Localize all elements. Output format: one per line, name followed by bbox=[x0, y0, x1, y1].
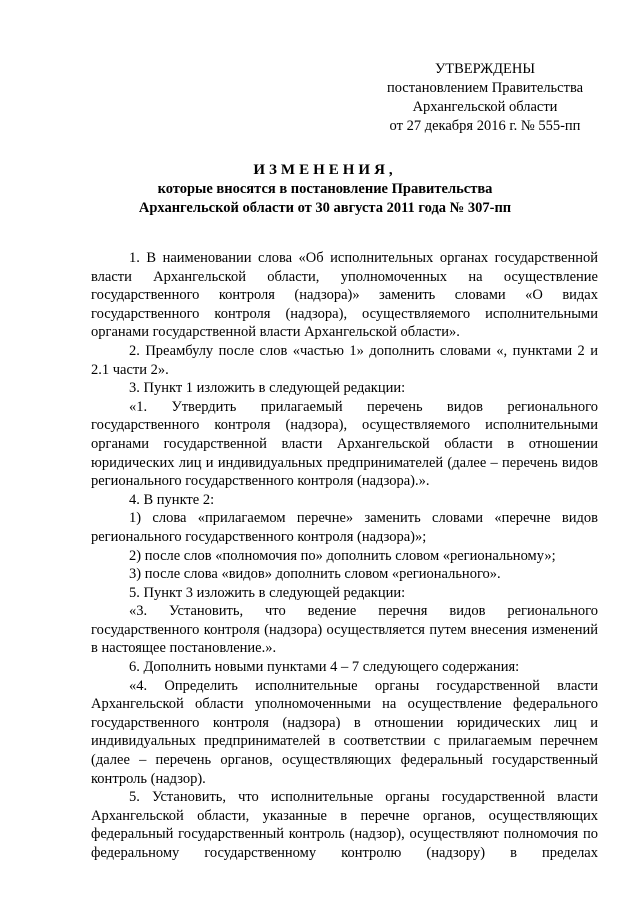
approval-date: от 27 декабря 2016 г. № 555-пп bbox=[389, 118, 581, 134]
paragraph: «1. Утвердить прилагаемый перечень видов регионального государственного контроля (надзора), осуществляемого исполнительными органами государственной власти Архангельской области в отношении юридических лиц и индивидуальных предпринимателей (далее – перечень видов регионального государственного контроля (надзора).». bbox=[91, 398, 598, 490]
paragraph: 3. Пункт 1 изложить в следующей редакции: bbox=[129, 380, 406, 397]
paragraph: «4. Определить исполнительные органы государственной власти Архангельской области уполномоченными на осуществление федерального государственного контроля (надзора) в отношении юридических лиц и индивидуальных предпринимателей в соответствии с прилагаемым перечнем (далее – перечень органов, осуществляющих федеральный государственный контроль (надзор). bbox=[91, 677, 598, 787]
paragraph: 2) после слов «полномочия по» дополнить словом «региональному»; bbox=[129, 547, 556, 564]
approval-line: постановлением Правительства bbox=[386, 80, 584, 96]
paragraph: 6. Дополнить новыми пунктами 4 – 7 следующего содержания: bbox=[129, 659, 520, 676]
paragraph: 1) слова «прилагаемом перечне» заменить словами «перечне видов регионального государственного контроля (надзора)»; bbox=[91, 510, 598, 545]
paragraph: «3. Установить, что ведение перечня видов регионального государственного контроля (надзора) осуществляется путем внесения изменений в настоящее постановление.». bbox=[91, 603, 598, 657]
document-heading bbox=[60, 160, 590, 218]
approval-line: Архангельской области bbox=[412, 99, 558, 115]
paragraph: 4. В пункте 2: bbox=[129, 491, 215, 508]
approval-block bbox=[380, 60, 590, 136]
paragraph: 2. Преамбулу после слов «частью 1» дополнить словами «, пунктами 2 и 2.1 части 2». bbox=[91, 342, 598, 378]
approval-title: УТВЕРЖДЕНЫ bbox=[434, 61, 536, 77]
document-subtitle: Архангельской области от 30 августа 2011 года № 307-пп bbox=[138, 200, 512, 216]
document-title: ИЗМЕНЕНИЯ, bbox=[253, 162, 397, 178]
paragraph: 5. Пункт 3 изложить в следующей редакции: bbox=[129, 584, 406, 601]
document-subtitle: которые вносятся в постановление Правительства bbox=[157, 181, 493, 197]
paragraph: 5. Установить, что исполнительные органы государственной власти Архангельской области, указанные в перечне органов, осуществляющих федеральный государственный контроль (надзор), осуществляют полномочия по федеральному государственному контролю (надзору) в пределах bbox=[91, 789, 598, 861]
document-body bbox=[91, 249, 598, 863]
paragraph: 3) после слова «видов» дополнить словом «регионального». bbox=[129, 566, 501, 583]
paragraph: 1. В наименовании слова «Об исполнительных органах государственной власти Архангельской области, уполномоченных на осуществление государственного контроля (надзора)» заменить словами «О видах государственного контроля (надзора), осуществляемого исполнительными органами государственной власти Архангельской области». bbox=[91, 250, 598, 341]
